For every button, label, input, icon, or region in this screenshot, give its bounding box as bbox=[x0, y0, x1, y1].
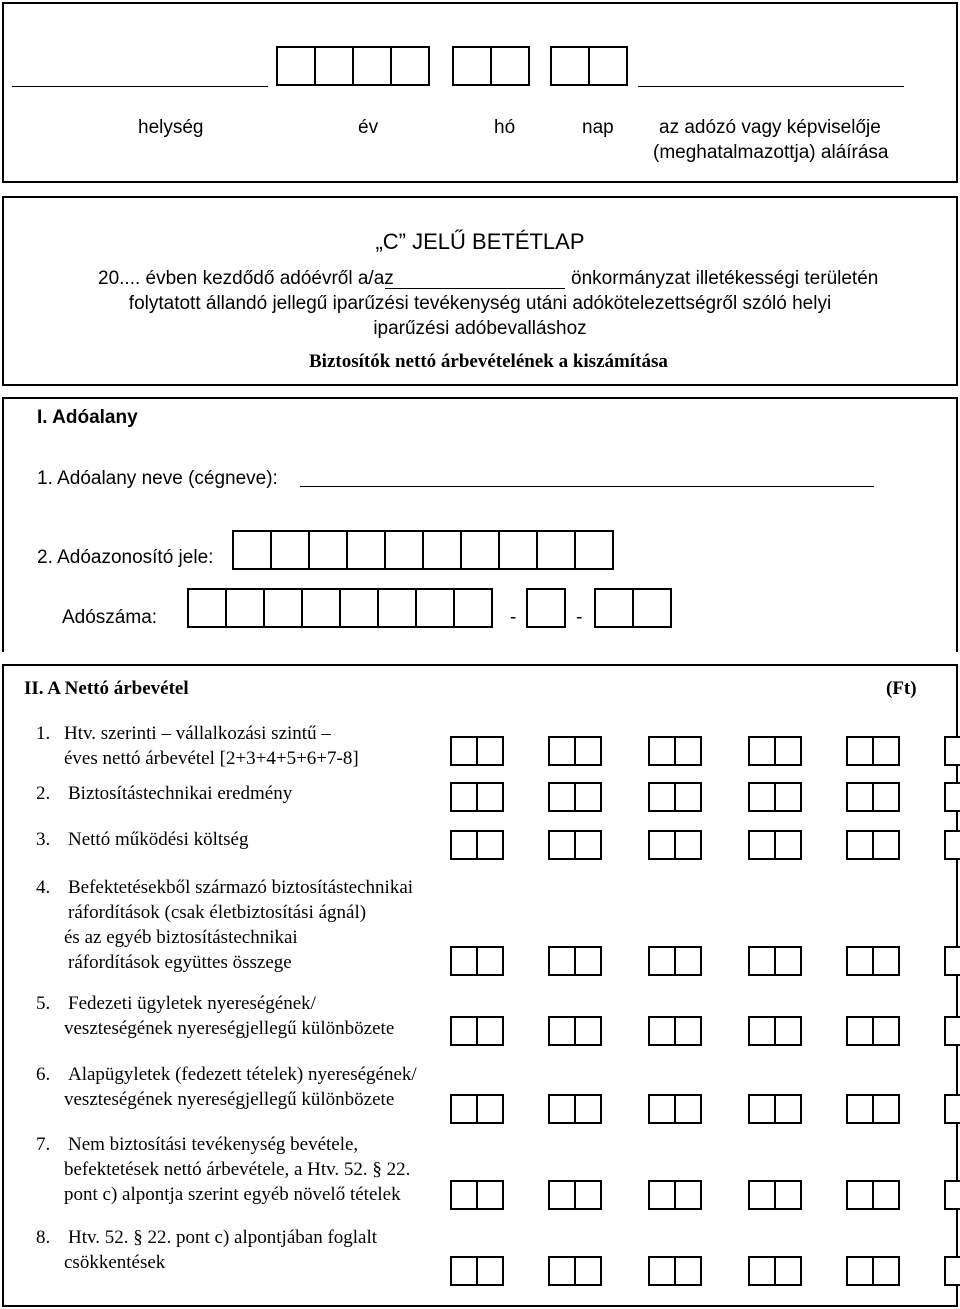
digit-cell[interactable] bbox=[944, 1016, 960, 1046]
digit-cell[interactable] bbox=[872, 1256, 900, 1286]
page-title: „C” JELŰ BETÉTLAP bbox=[375, 229, 585, 254]
digit-group[interactable] bbox=[944, 782, 960, 812]
place-line[interactable] bbox=[12, 86, 268, 87]
taxnum-dash-1: - bbox=[510, 607, 517, 628]
digit-group[interactable] bbox=[944, 1180, 960, 1210]
digit-cell[interactable] bbox=[774, 1256, 802, 1286]
digit-cell[interactable] bbox=[548, 1180, 576, 1210]
item-label-line: Htv. 52. § 22. pont c) alpontjában foglalt bbox=[68, 1227, 378, 1248]
digit-cell[interactable] bbox=[674, 1016, 702, 1046]
digit-group[interactable] bbox=[944, 1016, 960, 1046]
section2-heading: II. A Nettó árbevétel bbox=[24, 678, 189, 699]
digit-cell[interactable] bbox=[574, 1256, 602, 1286]
digit-group[interactable] bbox=[944, 1256, 960, 1286]
digit-cell[interactable] bbox=[476, 946, 504, 976]
item-label-line: Fedezeti ügyletek nyereségének/ bbox=[68, 993, 316, 1014]
item-label-line: veszteségének nyereségjellegű különbözete bbox=[64, 1018, 395, 1039]
digit-group[interactable] bbox=[748, 1094, 800, 1124]
digit-cell[interactable] bbox=[674, 1256, 702, 1286]
digit-group[interactable] bbox=[944, 736, 960, 766]
section1-heading: I. Adóalany bbox=[37, 407, 138, 428]
digit-cell[interactable] bbox=[944, 782, 960, 812]
digit-group[interactable] bbox=[748, 1256, 800, 1286]
signature-line[interactable] bbox=[638, 86, 904, 87]
digit-group[interactable] bbox=[944, 1094, 960, 1124]
digit-group[interactable] bbox=[450, 1180, 502, 1210]
digit-cell[interactable] bbox=[748, 830, 776, 860]
digit-group[interactable] bbox=[748, 736, 800, 766]
taxid-label: 2. Adóazonosító jele: bbox=[37, 547, 214, 568]
name-label: 1. Adóalany neve (cégneve): bbox=[37, 468, 278, 489]
digit-group[interactable] bbox=[450, 782, 502, 812]
digit-group[interactable] bbox=[450, 830, 502, 860]
header-line2: folytatott állandó jellegű iparűzési tevékenység utáni adókötelezettségről szóló helyi bbox=[128, 293, 832, 314]
digit-cell[interactable] bbox=[450, 830, 478, 860]
digit-group[interactable] bbox=[846, 736, 898, 766]
digit-cell[interactable] bbox=[548, 782, 576, 812]
digit-cell[interactable] bbox=[748, 1180, 776, 1210]
digit-cell[interactable] bbox=[774, 946, 802, 976]
digit-cell[interactable] bbox=[476, 1256, 504, 1286]
digit-cell[interactable] bbox=[450, 1094, 478, 1124]
digit-group[interactable] bbox=[548, 736, 600, 766]
item-number: 8. bbox=[36, 1227, 51, 1248]
digit-group[interactable] bbox=[450, 1094, 502, 1124]
digit-cell[interactable] bbox=[648, 736, 676, 766]
digit-cell[interactable] bbox=[944, 1094, 960, 1124]
digit-cell[interactable] bbox=[748, 1016, 776, 1046]
digit-group[interactable] bbox=[748, 1016, 800, 1046]
digit-cell[interactable] bbox=[944, 830, 960, 860]
digit-cell[interactable] bbox=[548, 1256, 576, 1286]
digit-cell[interactable] bbox=[944, 946, 960, 976]
digit-cell[interactable] bbox=[748, 1094, 776, 1124]
digit-cell[interactable] bbox=[450, 736, 478, 766]
digit-group[interactable] bbox=[450, 1016, 502, 1046]
digit-group[interactable] bbox=[450, 946, 502, 976]
digit-cell[interactable] bbox=[846, 1180, 874, 1210]
page-subtitle: Biztosítók nettó árbevételének a kiszámítása bbox=[309, 351, 668, 372]
item-label-line: Nem biztosítási tevékenység bevétele, bbox=[68, 1134, 359, 1155]
digit-cell[interactable] bbox=[944, 1256, 960, 1286]
digit-group[interactable] bbox=[748, 782, 800, 812]
item-number: 5. bbox=[36, 993, 51, 1014]
digit-group[interactable] bbox=[748, 1180, 800, 1210]
item-label-line: és az egyéb biztosítástechnikai bbox=[64, 927, 298, 948]
item-label-line: ráfordítások (csak életbiztosítási ágnál) bbox=[68, 902, 367, 923]
item-label-line: éves nettó árbevétel [2+3+4+5+6+7-8] bbox=[64, 748, 359, 769]
digit-cell[interactable] bbox=[574, 1094, 602, 1124]
digit-cell[interactable] bbox=[574, 946, 602, 976]
digit-cell[interactable] bbox=[548, 830, 576, 860]
taxnum-dash-2: - bbox=[576, 607, 583, 628]
item-number: 1. bbox=[36, 723, 51, 744]
digit-cell[interactable] bbox=[748, 1256, 776, 1286]
item-label-line: pont c) alpontja szerint egyéb növelő tételek bbox=[64, 1184, 401, 1205]
header-line1-prefix: 20.... évben kezdődő adóévről a/az bbox=[98, 268, 394, 289]
digit-cell[interactable] bbox=[846, 1094, 874, 1124]
digit-cell[interactable] bbox=[872, 830, 900, 860]
digit-group[interactable] bbox=[846, 782, 898, 812]
digit-group[interactable] bbox=[944, 946, 960, 976]
digit-cell[interactable] bbox=[872, 1180, 900, 1210]
item-label-line: Nettó működési költség bbox=[68, 829, 249, 850]
digit-group[interactable] bbox=[648, 1016, 700, 1046]
taxnum-boxes-county[interactable] bbox=[594, 588, 670, 628]
year-label: év bbox=[358, 117, 379, 138]
digit-cell[interactable] bbox=[748, 946, 776, 976]
digit-cell[interactable] bbox=[648, 1016, 676, 1046]
digit-group[interactable] bbox=[944, 830, 960, 860]
digit-cell[interactable] bbox=[648, 782, 676, 812]
digit-group[interactable] bbox=[548, 1256, 600, 1286]
name-line[interactable] bbox=[300, 486, 874, 487]
digit-cell[interactable] bbox=[774, 782, 802, 812]
digit-cell[interactable] bbox=[774, 1094, 802, 1124]
digit-cell[interactable] bbox=[450, 1256, 478, 1286]
item-number: 2. bbox=[36, 783, 51, 804]
digit-cell[interactable] bbox=[774, 736, 802, 766]
day-label: nap bbox=[582, 117, 614, 138]
item-number: 3. bbox=[36, 829, 51, 850]
digit-cell[interactable] bbox=[450, 946, 478, 976]
item-label-line: ráfordítások együttes összege bbox=[68, 952, 292, 973]
digit-cell[interactable] bbox=[574, 830, 602, 860]
digit-group[interactable] bbox=[548, 782, 600, 812]
digit-cell[interactable] bbox=[574, 1016, 602, 1046]
digit-group[interactable] bbox=[846, 1180, 898, 1210]
digit-group[interactable] bbox=[846, 1016, 898, 1046]
digit-cell[interactable] bbox=[476, 830, 504, 860]
digit-cell[interactable] bbox=[476, 1180, 504, 1210]
digit-cell[interactable] bbox=[476, 782, 504, 812]
item-label-line: csökkentések bbox=[64, 1252, 166, 1273]
municipality-line[interactable] bbox=[385, 288, 565, 289]
month-label: hó bbox=[494, 117, 516, 138]
digit-cell[interactable] bbox=[476, 736, 504, 766]
digit-cell[interactable] bbox=[476, 1016, 504, 1046]
digit-cell[interactable] bbox=[944, 1180, 960, 1210]
item-label-line: Befektetésekből származó biztosítástechnikai bbox=[68, 877, 414, 898]
digit-cell[interactable] bbox=[774, 1016, 802, 1046]
digit-cell[interactable] bbox=[548, 1094, 576, 1124]
digit-group[interactable] bbox=[846, 830, 898, 860]
digit-group[interactable] bbox=[548, 1016, 600, 1046]
digit-cell[interactable] bbox=[450, 1016, 478, 1046]
digit-cell[interactable] bbox=[674, 736, 702, 766]
digit-group[interactable] bbox=[648, 1094, 700, 1124]
digit-group[interactable] bbox=[548, 1180, 600, 1210]
digit-cell[interactable] bbox=[846, 782, 874, 812]
digit-cell[interactable] bbox=[872, 1094, 900, 1124]
item-label-line: Htv. szerinti – vállalkozási szintű – bbox=[64, 723, 331, 744]
digit-cell[interactable] bbox=[574, 782, 602, 812]
digit-group[interactable] bbox=[846, 946, 898, 976]
digit-cell[interactable] bbox=[648, 1256, 676, 1286]
item-label-line: Alapügyletek (fedezett tételek) nyereségének/ bbox=[68, 1064, 417, 1085]
digit-group[interactable] bbox=[748, 946, 800, 976]
item-label-line: befektetések nettó árbevétele, a Htv. 52. § 22. bbox=[64, 1159, 411, 1180]
digit-cell[interactable] bbox=[944, 736, 960, 766]
digit-cell[interactable] bbox=[872, 782, 900, 812]
digit-group[interactable] bbox=[648, 830, 700, 860]
digit-cell[interactable] bbox=[674, 1094, 702, 1124]
taxnum-boxes-main[interactable] bbox=[187, 588, 491, 628]
item-number: 7. bbox=[36, 1134, 51, 1155]
item-number: 4. bbox=[36, 877, 51, 898]
digit-group[interactable] bbox=[548, 830, 600, 860]
digit-cell[interactable] bbox=[674, 946, 702, 976]
taxnum-label: Adószáma: bbox=[62, 607, 158, 628]
digit-group[interactable] bbox=[648, 1180, 700, 1210]
digit-group[interactable] bbox=[648, 782, 700, 812]
digit-cell[interactable] bbox=[748, 782, 776, 812]
digit-cell[interactable] bbox=[648, 1180, 676, 1210]
unit-label: (Ft) bbox=[886, 678, 917, 699]
taxid-boxes[interactable] bbox=[232, 530, 612, 570]
digit-group[interactable] bbox=[748, 830, 800, 860]
digit-cell[interactable] bbox=[846, 1256, 874, 1286]
digit-group[interactable] bbox=[846, 1094, 898, 1124]
header-line1-suffix: önkormányzat illetékességi területén bbox=[571, 268, 879, 289]
digit-group[interactable] bbox=[648, 1256, 700, 1286]
digit-cell[interactable] bbox=[872, 1016, 900, 1046]
digit-cell[interactable] bbox=[748, 736, 776, 766]
date-month-boxes[interactable] bbox=[452, 46, 528, 86]
digit-group[interactable] bbox=[548, 946, 600, 976]
digit-group[interactable] bbox=[450, 1256, 502, 1286]
digit-cell[interactable] bbox=[846, 946, 874, 976]
digit-cell[interactable] bbox=[450, 1180, 478, 1210]
digit-cell[interactable] bbox=[548, 946, 576, 976]
place-label: helység bbox=[138, 117, 204, 138]
taxnum-boxes-vat[interactable] bbox=[526, 588, 564, 628]
item-label-line: veszteségének nyereségjellegű különbözete bbox=[64, 1089, 395, 1110]
digit-group[interactable] bbox=[846, 1256, 898, 1286]
date-day-boxes[interactable] bbox=[550, 46, 626, 86]
header-line3: iparűzési adóbevalláshoz bbox=[373, 318, 587, 339]
digit-cell[interactable] bbox=[548, 736, 576, 766]
digit-group[interactable] bbox=[648, 946, 700, 976]
signer-label-line2: (meghatalmazottja) aláírása bbox=[653, 142, 889, 163]
item-number: 6. bbox=[36, 1064, 51, 1085]
digit-cell[interactable] bbox=[548, 1016, 576, 1046]
digit-cell[interactable] bbox=[450, 782, 478, 812]
digit-cell[interactable] bbox=[774, 830, 802, 860]
digit-cell[interactable] bbox=[674, 830, 702, 860]
date-year-boxes[interactable] bbox=[276, 46, 428, 86]
digit-group[interactable] bbox=[450, 736, 502, 766]
digit-cell[interactable] bbox=[846, 736, 874, 766]
digit-cell[interactable] bbox=[846, 1016, 874, 1046]
signer-label-line1: az adózó vagy képviselője bbox=[659, 117, 881, 138]
digit-cell[interactable] bbox=[648, 946, 676, 976]
digit-cell[interactable] bbox=[846, 830, 874, 860]
digit-cell[interactable] bbox=[574, 736, 602, 766]
digit-cell[interactable] bbox=[674, 1180, 702, 1210]
digit-cell[interactable] bbox=[648, 1094, 676, 1124]
digit-cell[interactable] bbox=[774, 1180, 802, 1210]
digit-cell[interactable] bbox=[872, 736, 900, 766]
digit-group[interactable] bbox=[548, 1094, 600, 1124]
item-label-line: Biztosítástechnikai eredmény bbox=[68, 783, 293, 804]
digit-cell[interactable] bbox=[476, 1094, 504, 1124]
digit-group[interactable] bbox=[648, 736, 700, 766]
digit-cell[interactable] bbox=[872, 946, 900, 976]
digit-cell[interactable] bbox=[574, 1180, 602, 1210]
digit-cell[interactable] bbox=[674, 782, 702, 812]
digit-cell[interactable] bbox=[648, 830, 676, 860]
